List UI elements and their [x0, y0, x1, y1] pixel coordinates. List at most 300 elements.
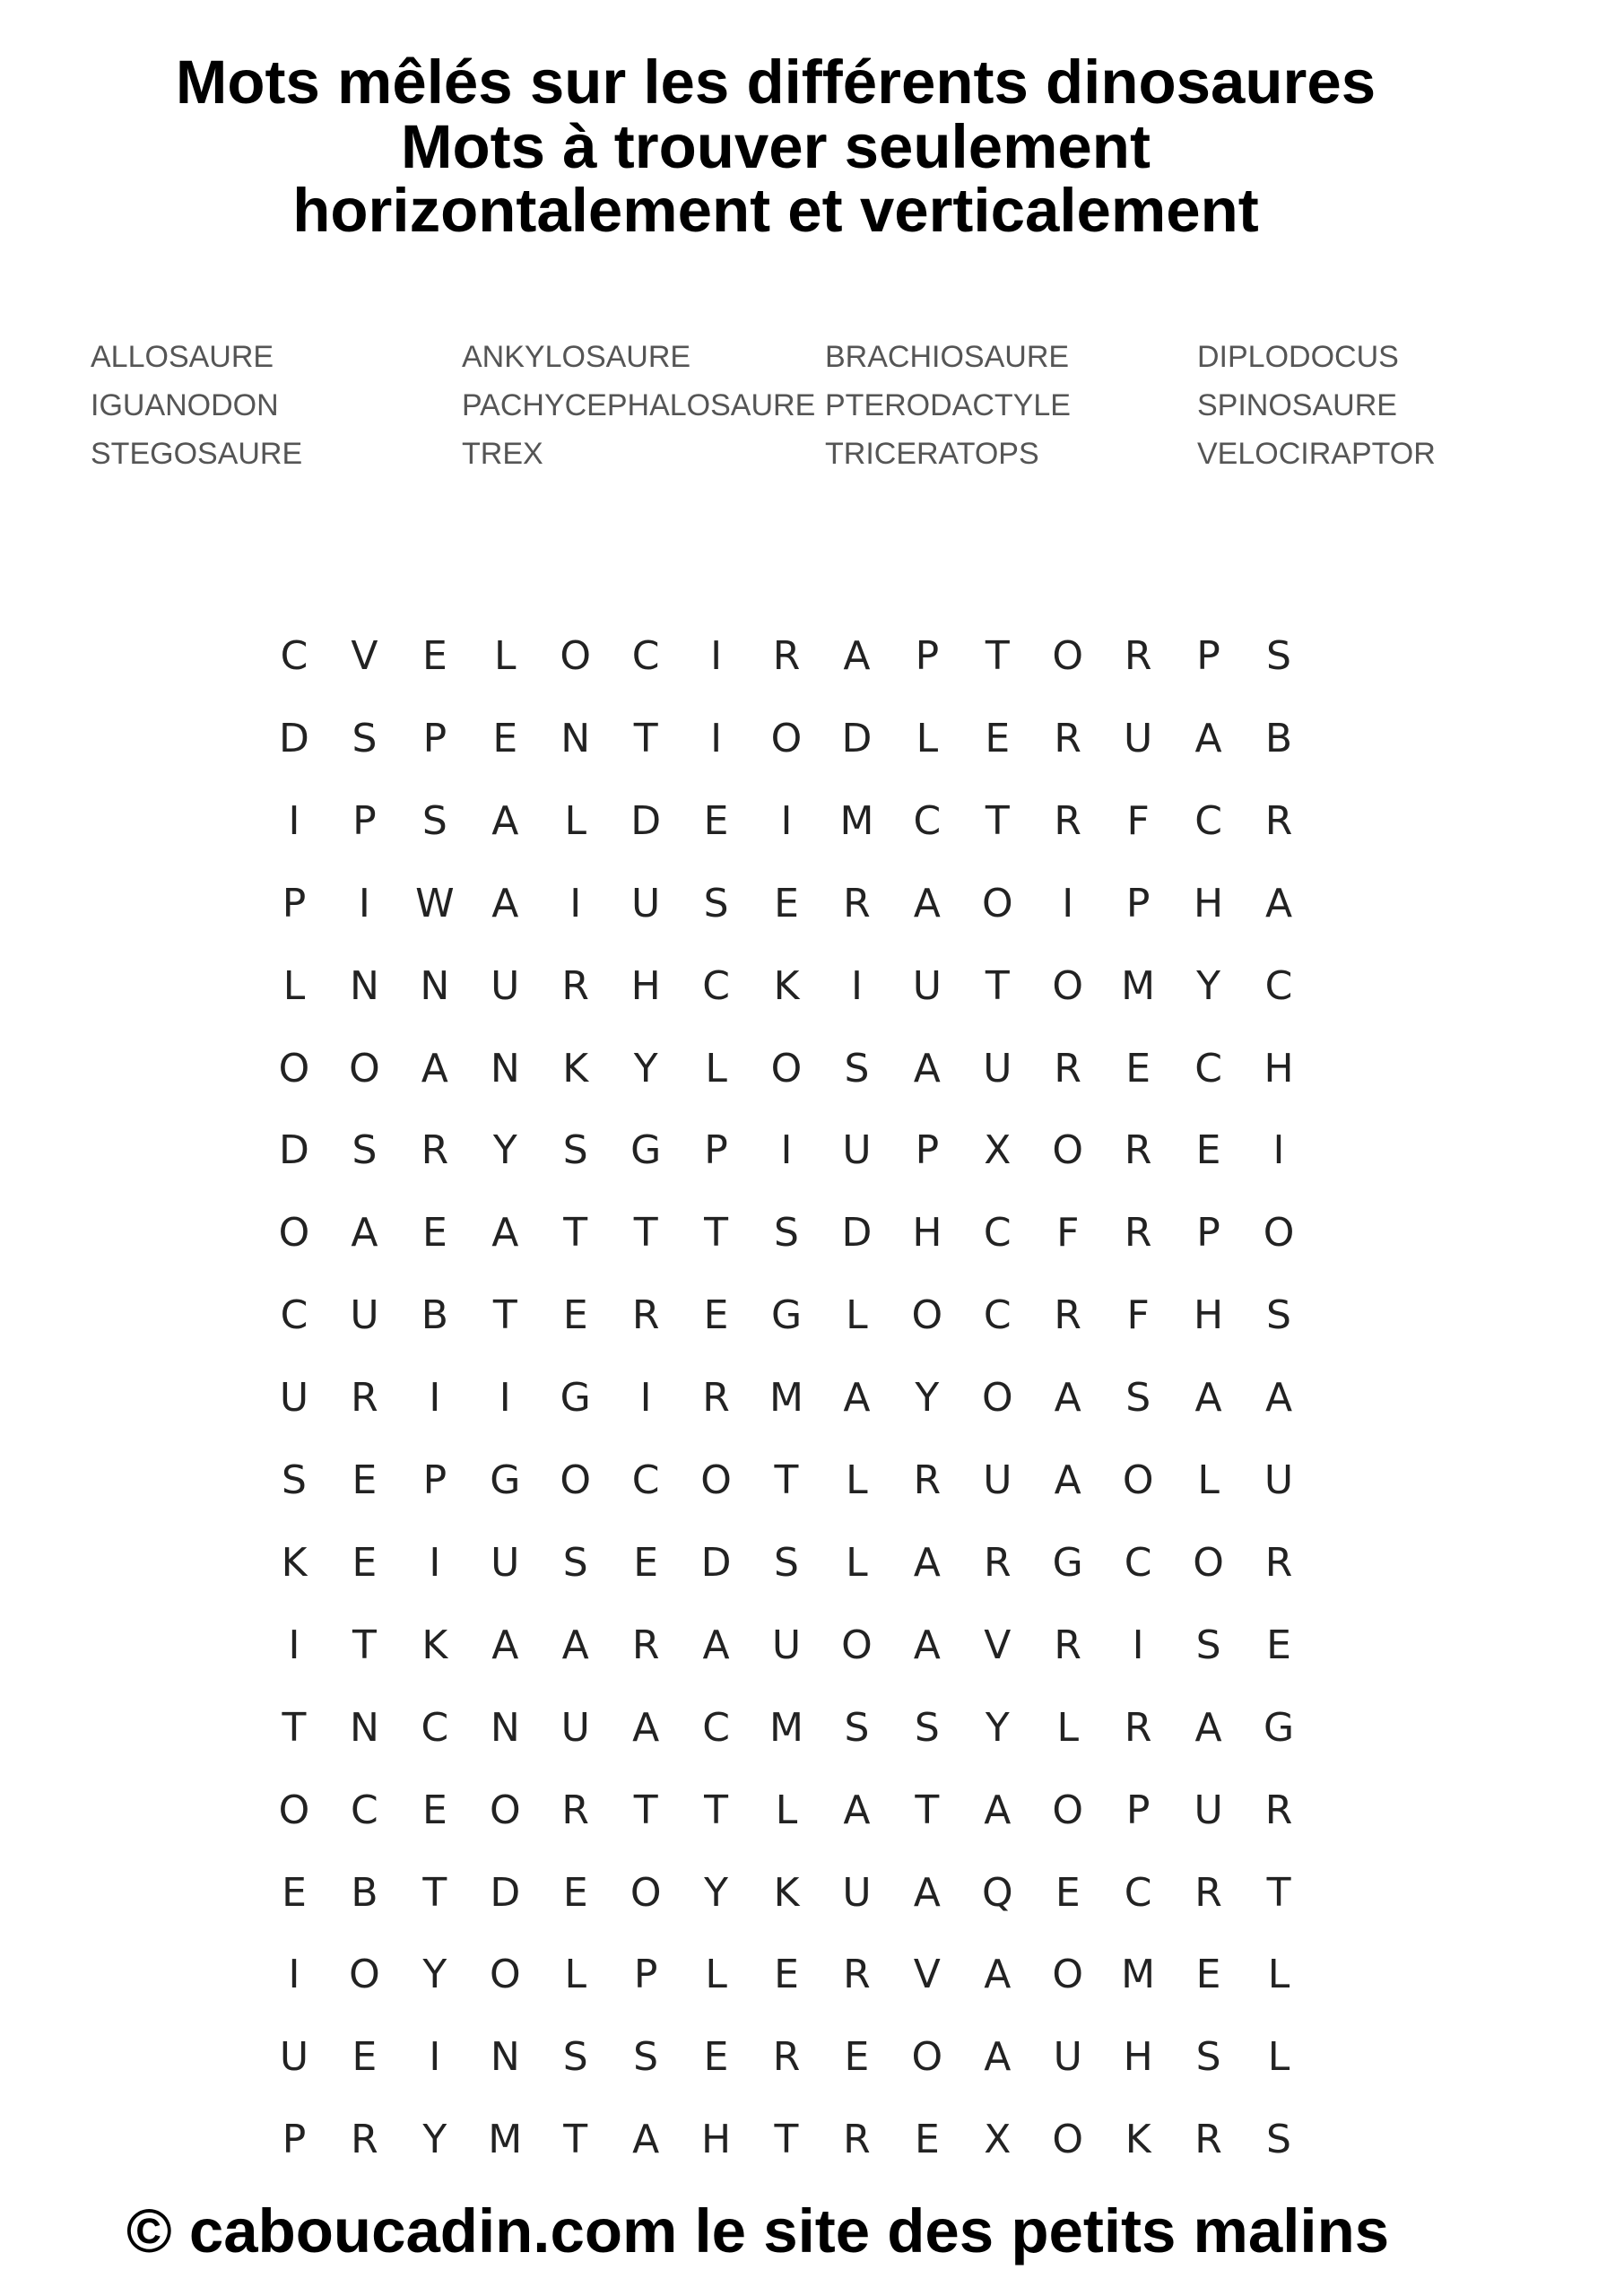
grid-letter: G	[770, 1292, 803, 1339]
grid-letter: S	[844, 1704, 870, 1751]
grid-letter: H	[1194, 1292, 1224, 1339]
word-list-item: ANKYLOSAURE	[462, 340, 691, 374]
grid-letter: R	[351, 1375, 378, 1422]
grid-letter: U	[771, 1622, 802, 1668]
grid-letter: C	[702, 962, 730, 1009]
grid-letter: I	[429, 2034, 441, 2081]
grid-letter: C	[702, 1704, 730, 1751]
grid-letter: O	[489, 1952, 521, 1998]
grid-letter: O	[560, 1457, 592, 1503]
grid-letter: H	[1123, 2034, 1153, 2081]
grid-letter: I	[358, 880, 370, 926]
grid-letter: E	[774, 880, 799, 926]
grid-letter: P	[1125, 1787, 1151, 1833]
grid-letter: C	[280, 633, 308, 679]
grid-letter: O	[349, 1045, 380, 1091]
grid-letter: A	[843, 1787, 871, 1833]
word-list-item: TREX	[462, 437, 543, 471]
grid-letter: R	[1054, 1292, 1081, 1339]
grid-letter: N	[349, 1704, 379, 1751]
grid-letter: R	[843, 2117, 871, 2163]
grid-letter: A	[491, 1622, 519, 1668]
grid-letter: X	[984, 1127, 1012, 1174]
grid-letter: A	[843, 633, 871, 679]
grid-letter: O	[1052, 633, 1084, 679]
grid-letter: Y	[633, 1045, 658, 1091]
grid-letter: I	[710, 633, 723, 679]
grid-letter: S	[703, 880, 729, 926]
grid-letter: A	[351, 1210, 378, 1257]
grid-letter: R	[561, 1787, 589, 1833]
grid-letter: E	[844, 2034, 870, 2081]
grid-letter: U	[560, 1704, 590, 1751]
grid-letter: N	[490, 1704, 520, 1751]
grid-letter: N	[490, 2034, 520, 2081]
grid-letter: W	[415, 880, 455, 926]
grid-letter: I	[429, 1539, 441, 1586]
grid-letter: T	[985, 633, 1010, 679]
grid-letter: A	[491, 797, 519, 844]
grid-letter: O	[278, 1045, 310, 1091]
grid-letter: M	[769, 1375, 803, 1422]
grid-letter: S	[1266, 633, 1291, 679]
grid-letter: K	[421, 1622, 448, 1668]
grid-letter: E	[421, 1210, 447, 1257]
grid-letter: I	[639, 1375, 652, 1422]
grid-letter: C	[1264, 962, 1293, 1009]
grid-letter: P	[422, 1457, 447, 1503]
grid-letter: O	[700, 1457, 732, 1503]
grid-letter: A	[421, 1045, 448, 1091]
grid-letter: C	[1124, 1869, 1152, 1916]
grid-letter: R	[772, 2034, 801, 2081]
grid-letter: R	[561, 962, 589, 1009]
grid-letter: A	[1054, 1457, 1081, 1503]
grid-letter: P	[704, 1127, 728, 1174]
grid-letter: A	[1194, 715, 1222, 761]
grid-letter: Y	[915, 1375, 940, 1422]
grid-letter: O	[981, 1375, 1013, 1422]
grid-letter: O	[911, 2034, 943, 2081]
grid-letter: A	[984, 2034, 1012, 2081]
grid-letter: F	[1056, 1210, 1080, 1257]
grid-letter: O	[770, 715, 803, 761]
grid-letter: F	[1126, 797, 1150, 844]
grid-letter: H	[630, 962, 661, 1009]
grid-letter: E	[421, 633, 447, 679]
grid-letter: R	[702, 1375, 730, 1422]
grid-letter: C	[1124, 1539, 1152, 1586]
grid-letter: O	[1193, 1539, 1224, 1586]
grid-letter: U	[983, 1045, 1012, 1091]
grid-letter: Y	[704, 1869, 729, 1916]
grid-letter: O	[1052, 1787, 1084, 1833]
grid-letter: N	[349, 962, 379, 1009]
grid-letter: Y	[422, 2117, 447, 2163]
grid-letter: U	[983, 1457, 1012, 1503]
grid-letter: V	[351, 633, 378, 679]
grid-letter: T	[985, 962, 1010, 1009]
grid-letter: D	[279, 1127, 309, 1174]
grid-letter: E	[1266, 1622, 1291, 1668]
grid-letter: B	[351, 1869, 378, 1916]
grid-letter: U	[1124, 715, 1153, 761]
grid-letter: T	[774, 2117, 799, 2163]
grid-letter: D	[700, 1539, 732, 1586]
grid-letter: U	[491, 1539, 520, 1586]
grid-letter: A	[913, 1539, 941, 1586]
grid-letter: O	[560, 633, 592, 679]
grid-letter: Y	[422, 1952, 447, 1998]
grid-letter: A	[1264, 1375, 1293, 1422]
grid-letter: P	[1196, 1210, 1220, 1257]
grid-letter: A	[491, 880, 519, 926]
grid-letter: R	[1264, 797, 1293, 844]
grid-letter: X	[984, 2117, 1012, 2163]
grid-letter: Q	[981, 1869, 1013, 1916]
word-list-item: PTERODACTYLE	[825, 388, 1071, 422]
grid-letter: D	[841, 715, 873, 761]
grid-letter: G	[630, 1127, 662, 1174]
grid-letter: E	[703, 1292, 729, 1339]
grid-letter: H	[701, 2117, 732, 2163]
grid-letter: U	[842, 1127, 872, 1174]
grid-letter: P	[282, 2117, 307, 2163]
grid-letter: C	[351, 1787, 378, 1833]
grid-letter: T	[915, 1787, 940, 1833]
grid-letter: L	[775, 1787, 798, 1833]
grid-letter: O	[1052, 1127, 1084, 1174]
grid-letter: M	[769, 1704, 803, 1751]
grid-letter: S	[774, 1539, 799, 1586]
grid-letter: O	[278, 1210, 310, 1257]
grid-letter: A	[984, 1787, 1012, 1833]
grid-letter: I	[569, 880, 582, 926]
grid-letter: E	[1125, 1045, 1151, 1091]
grid-letter: L	[564, 1952, 586, 1998]
word-list-item: PACHYCEPHALOSAURE	[462, 388, 816, 422]
grid-letter: M	[839, 797, 874, 844]
grid-letter: S	[1195, 2034, 1221, 2081]
grid-letter: F	[1126, 1292, 1150, 1339]
grid-letter: O	[841, 1622, 873, 1668]
grid-letter: I	[850, 962, 863, 1009]
grid-letter: R	[1194, 2117, 1222, 2163]
grid-letter: T	[704, 1210, 729, 1257]
grid-letter: C	[631, 1457, 660, 1503]
grid-letter: E	[492, 715, 518, 761]
grid-letter: P	[282, 880, 307, 926]
grid-letter: E	[703, 2034, 729, 2081]
grid-letter: S	[421, 797, 447, 844]
grid-letter: R	[1054, 797, 1081, 844]
grid-letter: L	[1197, 1457, 1220, 1503]
grid-letter: E	[774, 1952, 799, 1998]
grid-letter: H	[1264, 1045, 1294, 1091]
grid-letter: C	[280, 1292, 308, 1339]
grid-letter: N	[490, 1045, 520, 1091]
grid-letter: U	[1264, 1457, 1294, 1503]
grid-letter: T	[422, 1869, 447, 1916]
grid-letter: T	[563, 1210, 588, 1257]
grid-letter: L	[846, 1457, 868, 1503]
grid-letter: C	[1194, 1045, 1222, 1091]
grid-letter: D	[490, 1869, 521, 1916]
word-list-item: BRACHIOSAURE	[825, 340, 1070, 374]
grid-letter: R	[1124, 1127, 1152, 1174]
grid-letter: L	[705, 1952, 727, 1998]
grid-letter: Y	[1196, 962, 1221, 1009]
grid-letter: R	[1054, 715, 1081, 761]
grid-letter: E	[352, 1457, 378, 1503]
grid-letter: E	[985, 715, 1011, 761]
grid-letter: C	[421, 1704, 449, 1751]
grid-letter: A	[1054, 1375, 1081, 1422]
grid-letter: P	[422, 715, 447, 761]
footer-copyright: © caboucadin.com le site des petits malins	[126, 2196, 1390, 2266]
grid-letter: A	[702, 1622, 730, 1668]
grid-letter: A	[632, 1704, 660, 1751]
grid-letter: I	[780, 1127, 793, 1174]
grid-letter: S	[1266, 1292, 1291, 1339]
grid-letter: D	[841, 1210, 873, 1257]
grid-letter: L	[846, 1292, 868, 1339]
grid-letter: H	[912, 1210, 942, 1257]
grid-letter: D	[279, 715, 309, 761]
grid-letter: U	[631, 880, 661, 926]
grid-letter: E	[703, 797, 729, 844]
grid-letter: K	[1125, 2117, 1151, 2163]
grid-letter: E	[562, 1292, 588, 1339]
grid-letter: A	[984, 1952, 1012, 1998]
grid-letter: O	[349, 1952, 380, 1998]
grid-letter: T	[633, 1787, 658, 1833]
grid-letter: I	[1272, 1127, 1285, 1174]
grid-letter: O	[911, 1292, 943, 1339]
grid-letter: P	[1196, 633, 1220, 679]
grid-letter: K	[773, 962, 800, 1009]
grid-letter: I	[1132, 1622, 1144, 1668]
grid-letter: K	[773, 1869, 800, 1916]
grid-letter: T	[704, 1787, 729, 1833]
grid-letter: C	[1194, 797, 1222, 844]
grid-letter: O	[278, 1787, 310, 1833]
grid-letter: B	[421, 1292, 448, 1339]
grid-letter: E	[421, 1787, 447, 1833]
grid-letter: S	[1266, 2117, 1291, 2163]
grid-letter: M	[1121, 962, 1156, 1009]
grid-letter: A	[491, 1210, 519, 1257]
title-line-2: Mots à trouver seulement	[401, 112, 1151, 181]
grid-letter: E	[352, 2034, 378, 2081]
word-list-item: STEGOSAURE	[91, 437, 303, 471]
grid-letter: L	[1267, 1952, 1290, 1998]
grid-letter: M	[488, 2117, 523, 2163]
grid-letter: R	[1054, 1622, 1081, 1668]
grid-letter: B	[1264, 715, 1293, 761]
grid-letter: P	[915, 1127, 940, 1174]
grid-letter: C	[913, 797, 942, 844]
grid-letter: U	[350, 1292, 379, 1339]
grid-letter: I	[499, 1375, 511, 1422]
grid-letter: T	[633, 715, 658, 761]
grid-letter: C	[631, 633, 660, 679]
grid-letter: T	[563, 2117, 588, 2163]
grid-letter: N	[420, 962, 450, 1009]
grid-letter: N	[560, 715, 591, 761]
grid-letter: O	[489, 1787, 521, 1833]
grid-letter: T	[352, 1622, 377, 1668]
grid-letter: O	[1052, 1952, 1084, 1998]
grid-letter: A	[843, 1375, 871, 1422]
word-list-item: TRICERATOPS	[825, 437, 1039, 471]
grid-letter: U	[912, 962, 942, 1009]
grid-letter: R	[913, 1457, 942, 1503]
grid-letter: E	[1055, 1869, 1081, 1916]
grid-letter: P	[633, 1952, 658, 1998]
grid-letter: U	[491, 962, 520, 1009]
grid-letter: C	[983, 1210, 1012, 1257]
grid-letter: T	[774, 1457, 799, 1503]
grid-letter: T	[1266, 1869, 1291, 1916]
grid-letter: R	[1124, 633, 1152, 679]
grid-letter: O	[1052, 962, 1084, 1009]
grid-letter: S	[1195, 1622, 1221, 1668]
grid-letter: G	[1263, 1704, 1295, 1751]
grid-letter: M	[1121, 1952, 1156, 1998]
grid-letter: P	[352, 797, 377, 844]
grid-letter: S	[844, 1045, 870, 1091]
grid-letter: R	[351, 2117, 378, 2163]
grid-letter: S	[282, 1457, 307, 1503]
grid-letter: S	[562, 1539, 588, 1586]
grid-letter: I	[1062, 880, 1074, 926]
grid-letter: R	[631, 1622, 660, 1668]
grid-letter: O	[1052, 2117, 1084, 2163]
grid-letter: R	[1264, 1539, 1293, 1586]
grid-letter: U	[1053, 2034, 1082, 2081]
grid-letter: R	[1124, 1704, 1152, 1751]
grid-letter: R	[984, 1539, 1012, 1586]
grid-letter: R	[1264, 1787, 1293, 1833]
grid-letter: I	[429, 1375, 441, 1422]
grid-letter: L	[846, 1539, 868, 1586]
grid-letter: S	[1125, 1375, 1151, 1422]
grid-letter: A	[913, 880, 941, 926]
grid-letter: A	[1194, 1704, 1222, 1751]
grid-letter: U	[1194, 1787, 1223, 1833]
title-line-1: Mots mêlés sur les différents dinosaures	[175, 48, 1376, 117]
grid-letter: I	[288, 1952, 300, 1998]
grid-letter: V	[913, 1952, 941, 1998]
grid-letter: R	[843, 880, 871, 926]
grid-letter: E	[352, 1539, 378, 1586]
grid-letter: L	[1267, 2034, 1290, 2081]
grid-letter: K	[281, 1539, 308, 1586]
grid-letter: T	[282, 1704, 307, 1751]
grid-letter: R	[421, 1127, 449, 1174]
grid-letter: L	[564, 797, 586, 844]
grid-letter: E	[914, 2117, 940, 2163]
grid-letter: K	[562, 1045, 589, 1091]
grid-letter: V	[984, 1622, 1012, 1668]
grid-letter: O	[981, 880, 1013, 926]
grid-letter: A	[1264, 880, 1293, 926]
grid-letter: A	[913, 1622, 941, 1668]
grid-letter: R	[843, 1952, 871, 1998]
grid-letter: R	[1054, 1045, 1081, 1091]
grid-letter: G	[1052, 1539, 1083, 1586]
word-list-item: IGUANODON	[91, 388, 279, 422]
grid-letter: T	[492, 1292, 517, 1339]
grid-letter: U	[842, 1869, 872, 1916]
grid-letter: R	[631, 1292, 660, 1339]
grid-letter: O	[1122, 1457, 1154, 1503]
grid-letter: A	[913, 1045, 941, 1091]
grid-letter: P	[915, 633, 940, 679]
grid-letter: L	[705, 1045, 727, 1091]
grid-letter: A	[561, 1622, 589, 1668]
grid-letter: L	[916, 715, 939, 761]
grid-letter: T	[633, 1210, 658, 1257]
grid-letter: C	[983, 1292, 1012, 1339]
grid-letter: H	[1194, 880, 1224, 926]
grid-letter: E	[1195, 1952, 1221, 1998]
grid-letter: U	[279, 2034, 309, 2081]
grid-letter: S	[562, 2034, 588, 2081]
grid-letter: I	[780, 797, 793, 844]
grid-letter: E	[1195, 1127, 1221, 1174]
grid-letter: L	[1056, 1704, 1079, 1751]
word-list-item: VELOCIRAPTOR	[1197, 437, 1436, 471]
grid-letter: I	[288, 797, 300, 844]
grid-letter: T	[985, 797, 1010, 844]
grid-letter: A	[1194, 1375, 1222, 1422]
grid-letter: G	[490, 1457, 521, 1503]
word-list-item: DIPLODOCUS	[1197, 340, 1399, 374]
grid-letter: O	[1263, 1210, 1295, 1257]
grid-letter: E	[562, 1869, 588, 1916]
grid-letter: I	[710, 715, 723, 761]
grid-letter: I	[288, 1622, 300, 1668]
grid-letter: U	[279, 1375, 309, 1422]
grid-letter: D	[630, 797, 662, 844]
grid-letter: Y	[492, 1127, 517, 1174]
grid-letter: S	[352, 1127, 378, 1174]
grid-letter: A	[632, 2117, 660, 2163]
grid-letter: S	[562, 1127, 588, 1174]
grid-letter: G	[560, 1375, 591, 1422]
grid-letter: A	[913, 1869, 941, 1916]
grid-letter: R	[1194, 1869, 1222, 1916]
grid-letter: E	[282, 1869, 307, 1916]
grid-letter: O	[630, 1869, 662, 1916]
grid-letter: S	[633, 2034, 659, 2081]
grid-letter: Y	[985, 1704, 1010, 1751]
grid-letter: S	[914, 1704, 940, 1751]
grid-letter: O	[770, 1045, 803, 1091]
grid-letter: L	[494, 633, 517, 679]
grid-letter: L	[282, 962, 306, 1009]
title-line-3: horizontalement et verticalement	[292, 176, 1259, 245]
grid-letter: P	[1125, 880, 1151, 926]
grid-letter: S	[774, 1210, 799, 1257]
word-list-item: SPINOSAURE	[1197, 388, 1397, 422]
word-list-item: ALLOSAURE	[91, 340, 274, 374]
grid-letter: R	[772, 633, 801, 679]
grid-letter: E	[633, 1539, 659, 1586]
grid-letter: R	[1124, 1210, 1152, 1257]
